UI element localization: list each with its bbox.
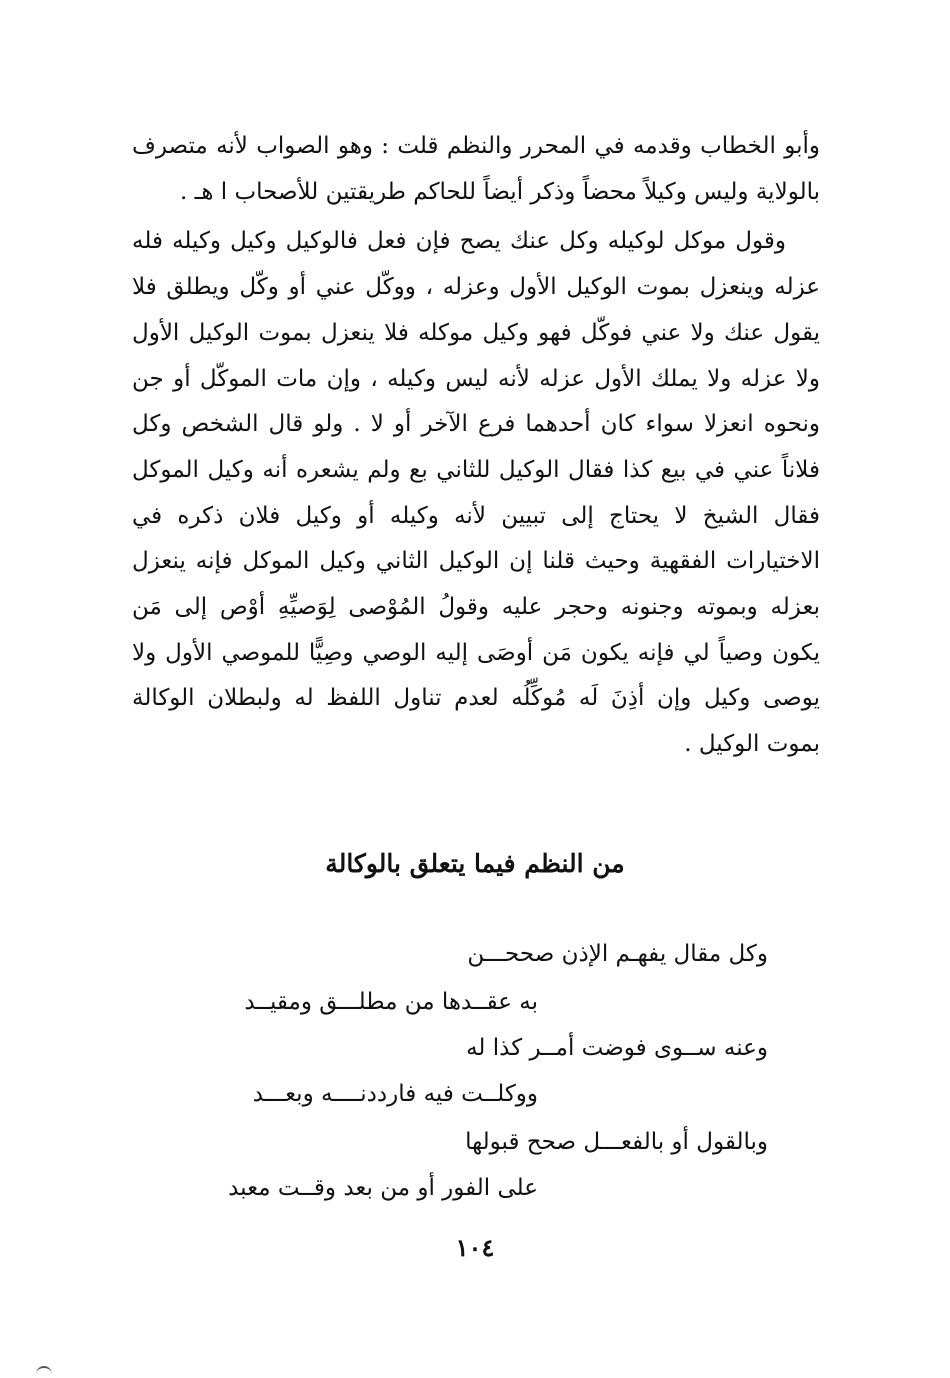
paragraph-1: وأبو الخطاب وقدمه في المحرر والنظم قلت : وهو الصواب لأنه متصرف بالولاية وليس وكيلاً محضاً وذكر أيضاً للحاكم طريقتين للأصحاب ا هـ . bbox=[132, 133, 820, 205]
paragraph-2: وقول موكل لوكيله وكل عنك يصح فإن فعل فالوكيل وكيل وكيله فله عزله وينعزل بموت الوكيل الأول وعزله ، ووكّل عني أو وكّل ويطلق فلا يقول عنك ولا عني فوكّل فهو وكيل موكله فلا ينعزل بموت الوكيل الأول ولا عزله ولا يملك الأول عزله لأنه ليس وكيله ، وإن مات الموكّل أو جن ونحوه انعزلا سواء كان أحدهما فرع الآخر أو لا . ولو قال الشخص وكل فلاناً عني في بيع كذا فقال الوكيل للثاني بع ولم يشعره أنه وكيل الموكل فقال الشيخ لا يحتاج إلى تبيين لأنه وكيله أو وكيل فلان ذكره في الاختيارات الفقهية وحيث قلنا إن الوكيل الثاني وكيل الموكل فإنه ينعزل بعزله وبموته وجنونه وحجر عليه وقولُ المُوْصى لِوَصيِّهِ أوْص إلى مَن يكون وصياً لي فإنه يكون مَن أوصَى إليه الوصي وصِيًّا للموصي الأول ولا يوصى وكيل وإن أذِنَ لَه مُوكِّلُه لعدم تناول اللفظ له ولبطلان الوكالة بموت الوكيل . bbox=[132, 228, 820, 758]
body-text bbox=[132, 124, 820, 768]
verse-line-3: وعنه ســوى فوضت أمــر كذا له bbox=[466, 1035, 768, 1061]
scan-mark bbox=[36, 1366, 52, 1374]
page-number: ١٠٤ bbox=[455, 1233, 495, 1262]
verse-line-2: به عقــدها من مطلـــق ومقيــد bbox=[244, 989, 538, 1015]
verse-line-4: ووكلــت فيه فارددنــــه وبعـــد bbox=[252, 1081, 538, 1107]
verse-line-6: على الفور أو من بعد وقــت معبد bbox=[228, 1175, 538, 1201]
section-heading: من النظم فيما يتعلق بالوكالة bbox=[325, 849, 625, 878]
verse-line-5: وبالقول أو بالفعـــل صحح قبولها bbox=[465, 1129, 768, 1155]
verse-line-1: وكل مقال يفهـم الإذن صححـــن bbox=[467, 941, 768, 967]
